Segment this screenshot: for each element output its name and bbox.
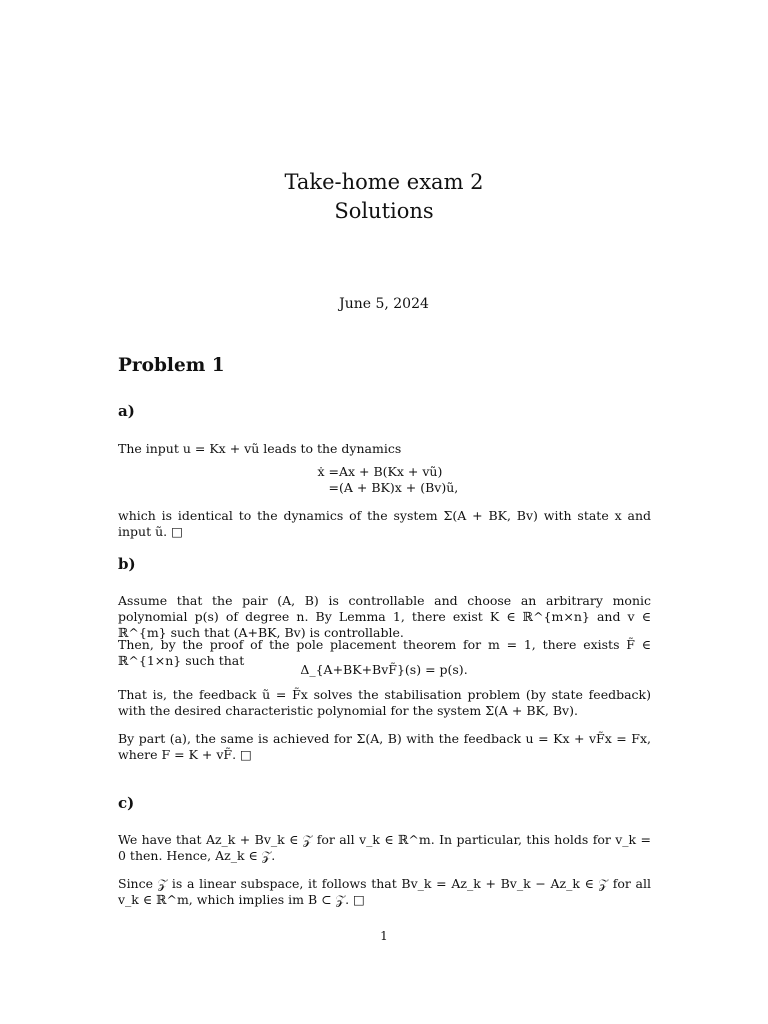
part-b-para-3 [118, 687, 651, 719]
part-b-para-1-text: Assume that the pair (A, B) is controllable and choose an arbitrary monic polynomial p(s) of degree n. By Lemma 1, there exist K ∈ ℝ^{m×n} and v ∈ ℝ^{m} such that (A+BK, Bv) is controllable. [118, 593, 651, 640]
part-a-conclusion-text: which is identical to the dynamics of the system Σ(A + BK, Bv) with state x and input ũ. □ [118, 508, 651, 539]
document-date: June 5, 2024 [339, 296, 429, 312]
part-b-para-1 [118, 593, 651, 641]
part-b-label: b) [118, 555, 136, 573]
equation-row-2 [0, 480, 768, 496]
part-b-para-3-text: That is, the feedback ũ = F̃x solves the stabilisation problem (by state feedback) with the desired characteristic polynomial for the system Σ(A + BK, Bv). [118, 687, 651, 718]
part-a-intro-text: The input u = Kx + vũ leads to the dynamics [118, 441, 402, 456]
equation-row-2-rhs: (A + BK)x + (Bv)ũ, [339, 480, 459, 495]
part-a-equation [0, 464, 768, 496]
document-title [0, 168, 768, 226]
equation-row-1 [0, 464, 768, 480]
part-c-para-2 [118, 876, 651, 908]
part-c-label: c) [118, 794, 135, 812]
part-b-para-4-text: By part (a), the same is achieved for Σ(A, B) with the feedback u = Kx + vF̃x = Fx, where F = K + vF̃. □ [118, 731, 651, 762]
equation-row-2-lhs: = [328, 480, 339, 495]
page-number: 1 [380, 929, 388, 943]
part-c-para-1-text: We have that Az_k + Bv_k ∈ 𝒵 for all v_k ∈ ℝ^m. In particular, this holds for v_k = 0 then. Hence, Az_k ∈ 𝒵. [118, 832, 651, 863]
part-a-intro [118, 441, 651, 457]
part-b-equation: Δ_{A+BK+BvF̃}(s) = p(s). [300, 662, 468, 677]
title-line-1: Take-home exam 2 [284, 170, 484, 194]
part-a-label: a) [118, 402, 135, 420]
equation-row-1-lhs: ẋ = [317, 464, 339, 479]
part-b-para-4 [118, 731, 651, 763]
part-c-para-1 [118, 832, 651, 864]
title-line-2: Solutions [334, 199, 434, 223]
part-a-conclusion [118, 508, 651, 540]
problem-1-heading: Problem 1 [118, 355, 225, 376]
part-b-para-2-text: Then, by the proof of the pole placement theorem for m = 1, there exists F̃ ∈ ℝ^{1×n} such that [118, 637, 651, 668]
part-c-para-2-text: Since 𝒵 is a linear subspace, it follows that Bv_k = Az_k + Bv_k − Az_k ∈ 𝒵 for all v_k ∈ ℝ^m, which implies im B ⊂ 𝒵. □ [118, 876, 651, 907]
equation-row-1-rhs: Ax + B(Kx + vũ) [339, 464, 443, 479]
